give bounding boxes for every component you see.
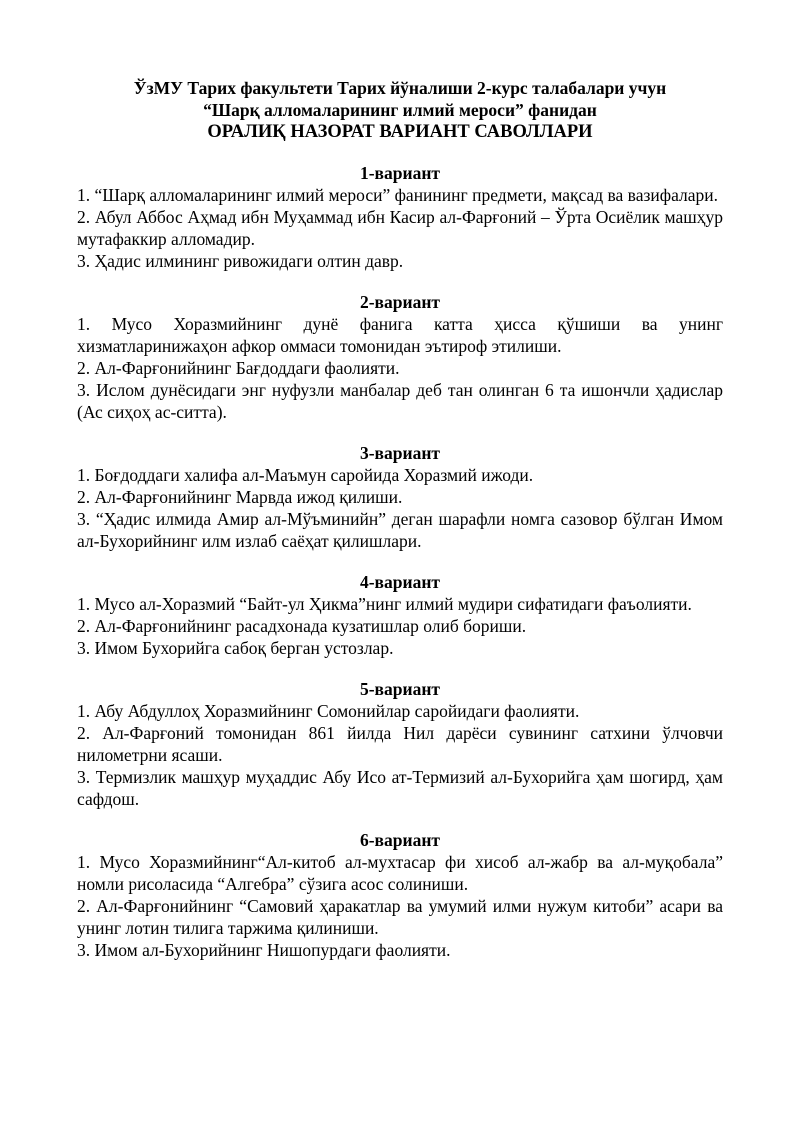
question-item (77, 486, 723, 508)
question-number: 1. (77, 852, 91, 872)
question-number: 1. (77, 701, 91, 721)
question-item (77, 379, 723, 423)
question-text: Имом Бухорийга сабоқ берган устозлар. (94, 638, 394, 658)
question-text: Мусо Хоразмийнинг“Ал-китоб ал-мухтасар фи хисоб ал-жабр ва ал-муқобала” номли рисоласида “Алгебра” сўзига асос солиниши. (77, 852, 723, 894)
question-text: Ал-Фарғонийнинг расадхонада кузатишлар олиб бориши. (94, 616, 527, 636)
variant-title: 1-вариант (359, 163, 441, 183)
variant-title: 2-вариант (359, 292, 441, 312)
variant-section (77, 291, 723, 423)
question-text: Термизлик машҳур муҳаддис Абу Исо ат-Термизий ал-Бухорийга ҳам шогирд, ҳам сафдош. (77, 767, 723, 809)
question-number: 1. (77, 465, 91, 485)
question-number: 2. (77, 207, 91, 227)
question-number: 1. (77, 185, 91, 205)
question-item (77, 851, 723, 895)
variant-section (77, 571, 723, 659)
question-text: Ал-Фарғоний томонидан 861 йилда Нил дарёси сувининг сатхини ўлчовчи нилометрни ясаши. (77, 723, 723, 765)
variant-title: 5-вариант (359, 679, 441, 699)
variant-title: 4-вариант (359, 572, 441, 592)
question-item (77, 206, 723, 250)
question-item (77, 593, 723, 615)
question-text: Абу Абдуллоҳ Хоразмийнинг Сомонийлар саройидаги фаолияти. (94, 701, 580, 721)
question-number: 2. (77, 723, 91, 743)
variant-section (77, 678, 723, 810)
question-text: “Шарқ алломаларининг илмий мероси” фанининг предмети, мақсад ва вазифалари. (94, 185, 718, 205)
variant-title: 6-вариант (359, 830, 441, 850)
question-item (77, 895, 723, 939)
question-text: Мусо ал-Хоразмий “Байт-ул Ҳикма”нинг илмий мудири сифатидаги фаъолияти. (94, 594, 692, 614)
header-line-institution: ЎзМУ Тарих факультети Тарих йўналиши 2-курс талабалари учун (133, 78, 667, 98)
question-text: Ал-Фарғонийнинг Марвда ижод қилиши. (94, 487, 403, 507)
question-item (77, 313, 723, 357)
question-item (77, 615, 723, 637)
question-text: Ал-Фарғонийнинг Бағдоддаги фаолияти. (94, 358, 400, 378)
question-number: 1. (77, 594, 91, 614)
question-text: Ҳадис илмининг ривожидаги олтин давр. (94, 251, 404, 271)
question-item (77, 939, 723, 961)
question-item (77, 508, 723, 552)
question-text: Ислом дунёсидаги энг нуфузли манбалар деб тан олинган 6 та ишончли ҳадислар (Ас сиҳоҳ ас-ситта). (77, 380, 724, 422)
question-number: 2. (77, 616, 91, 636)
question-number: 3. (77, 380, 91, 400)
variant-section (77, 162, 723, 272)
question-number: 1. (77, 314, 91, 334)
page-title: ОРАЛИҚ НАЗОРАТ ВАРИАНТ САВОЛЛАРИ (207, 122, 593, 142)
question-text: Абул Аббос Аҳмад ибн Муҳаммад ибн Касир ал-Фарғоний – Ўрта Осиёлик машҳур мутафаккир алломадир. (77, 207, 724, 249)
question-list (77, 313, 723, 423)
question-text: “Ҳадис илмида Амир ал-Мўъминийн” деган шарафли номга сазовор бўлган Имом ал-Бухорийнинг илм излаб саёҳат қилишлари. (77, 509, 724, 551)
question-text: Имом ал-Бухорийнинг Нишопурдаги фаолияти. (94, 940, 451, 960)
question-number: 3. (77, 940, 91, 960)
question-list (77, 593, 723, 659)
variant-title: 3-вариант (359, 443, 441, 463)
document-header (77, 77, 723, 143)
question-text: Мусо Хоразмийнинг дунё фанига катта ҳисса қўшиши ва унинг хизматларинижаҳон афкор оммаси томонидан эътироф этилиши. (77, 314, 723, 356)
question-item (77, 700, 723, 722)
question-list (77, 184, 723, 272)
question-text: Боғдоддаги халифа ал-Маъмун саройида Хоразмий ижоди. (94, 465, 534, 485)
question-item (77, 184, 723, 206)
variant-section (77, 829, 723, 961)
question-item (77, 357, 723, 379)
question-number: 3. (77, 767, 91, 787)
header-line-subject: “Шарқ алломаларининг илмий мероси” фанидан (203, 100, 597, 120)
question-number: 2. (77, 358, 91, 378)
question-number: 3. (77, 509, 91, 529)
question-item (77, 464, 723, 486)
question-text: Ал-Фарғонийнинг “Самовий ҳаракатлар ва умумий илми нужум китоби” асари ва унинг лотин тилига таржима қилиниши. (77, 896, 723, 938)
question-item (77, 637, 723, 659)
question-list (77, 700, 723, 810)
question-number: 3. (77, 638, 91, 658)
question-item (77, 722, 723, 766)
question-number: 2. (77, 487, 91, 507)
variant-section (77, 442, 723, 552)
question-list (77, 464, 723, 552)
question-list (77, 851, 723, 961)
question-item (77, 766, 723, 810)
question-number: 2. (77, 896, 91, 916)
question-number: 3. (77, 251, 91, 271)
question-item (77, 250, 723, 272)
document-page (77, 77, 723, 961)
